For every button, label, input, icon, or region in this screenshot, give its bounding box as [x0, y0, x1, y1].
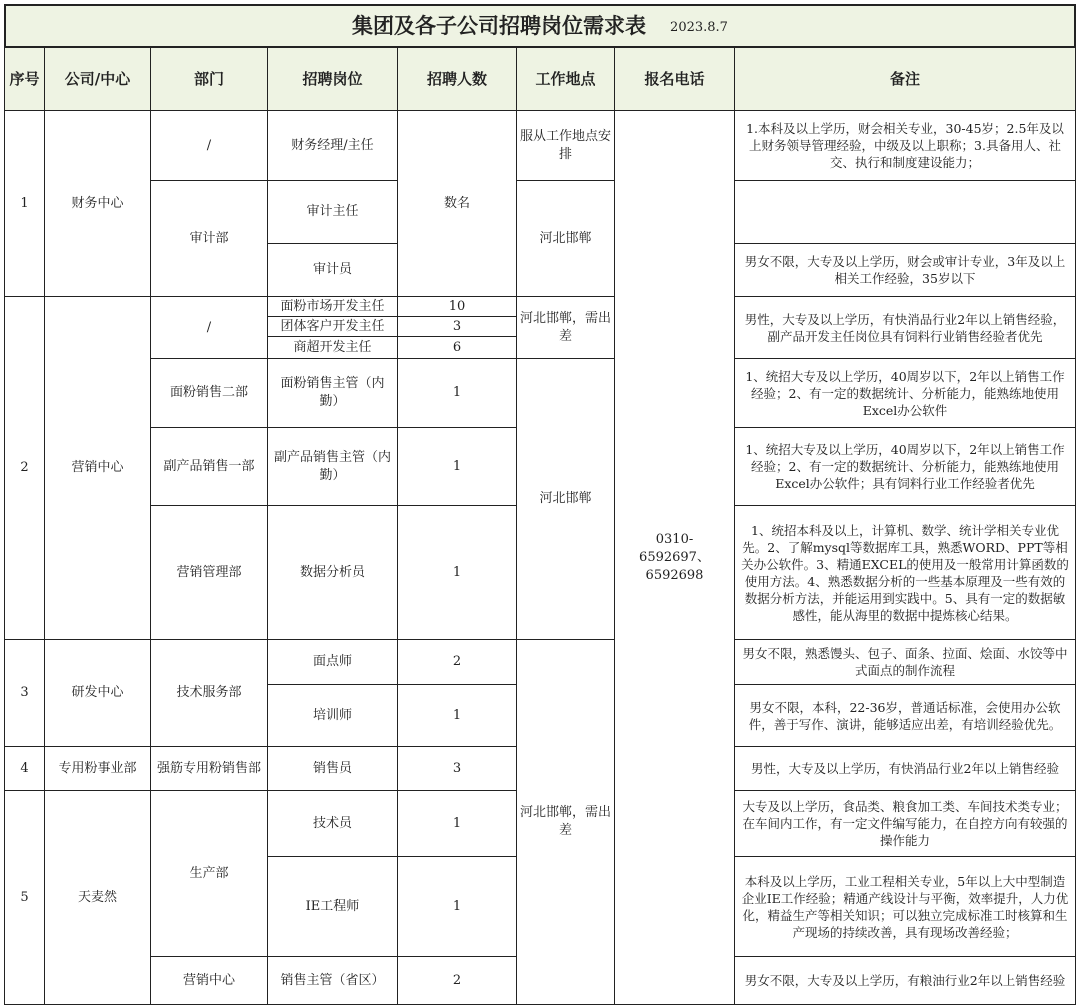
- note-cell: 男性，大专及以上学历，有快消品行业2年以上销售经验: [734, 746, 1076, 791]
- header-company: 公司/中心: [44, 47, 151, 111]
- note-cell: 男性，大专及以上学历，有快消品行业2年以上销售经验，副产品开发主任岗位具有饲料行业销售经验者优先: [734, 296, 1076, 359]
- note-cell: 男女不限，本科，22-36岁，普通话标准，会使用办公软件，善于写作、演讲，能够适应出差，有培训经验优先。: [734, 684, 1076, 747]
- position-cell: 销售员: [267, 746, 398, 791]
- company-cell: 专用粉事业部: [44, 746, 151, 791]
- note-cell: 本科及以上学历，工业工程相关专业，5年以上大中型制造企业IE工作经验；精通产线设计与平衡，效率提升，人力优化，精益生产等相关知识；可以独立完成标准工时核算和生产现场的持续改善，具有现场改善经验；: [734, 856, 1076, 957]
- title-text: 集团及各子公司招聘岗位需求表: [352, 14, 647, 38]
- note-cell: [734, 180, 1076, 244]
- count-cell: 3: [397, 746, 517, 791]
- company-cell: 天麦然: [44, 790, 151, 1005]
- dept-cell: 生产部: [150, 790, 268, 957]
- position-cell: 财务经理/主任: [267, 110, 398, 181]
- dept-cell: 技术服务部: [150, 639, 268, 747]
- location-cell: 河北邯郸，需出差: [516, 639, 615, 1005]
- phone-cell: 0310-6592697、6592698: [614, 110, 735, 1005]
- seq-cell: 2: [4, 296, 45, 640]
- position-cell: 团体客户开发主任: [267, 316, 398, 337]
- position-cell: 销售主管（省区）: [267, 956, 398, 1005]
- company-cell: 营销中心: [44, 296, 151, 640]
- header-note: 备注: [734, 47, 1076, 111]
- note-cell: 1、统招大专及以上学历，40周岁以下，2年以上销售工作经验；2、有一定的数据统计、分析能力，能熟练地使用Excel办公软件: [734, 358, 1076, 428]
- position-cell: 副产品销售主管（内勤）: [267, 427, 398, 506]
- company-cell: 研发中心: [44, 639, 151, 747]
- note-cell: 1.本科及以上学历，财会相关专业，30-45岁；2.5年及以上财务领导管理经验，中级及以上职称；3.具备用人、社交、执行和制度建设能力；: [734, 110, 1076, 181]
- header-count: 招聘人数: [397, 47, 517, 111]
- count-cell: 2: [397, 639, 517, 685]
- header-location: 工作地点: [516, 47, 615, 111]
- position-cell: 审计主任: [267, 180, 398, 244]
- count-cell: 1: [397, 358, 517, 428]
- count-cell: 1: [397, 856, 517, 957]
- position-cell: 面粉市场开发主任: [267, 296, 398, 317]
- seq-cell: 3: [4, 639, 45, 747]
- count-cell: 2: [397, 956, 517, 1005]
- note-cell: 1、统招大专及以上学历，40周岁以下，2年以上销售工作经验；2、有一定的数据统计、分析能力，能熟练地使用Excel办公软件；具有饲料行业工作经验者优先: [734, 427, 1076, 506]
- count-cell: 1: [397, 505, 517, 640]
- position-cell: 面点师: [267, 639, 398, 685]
- count-cell: 3: [397, 316, 517, 337]
- position-cell: 面粉销售主管（内勤）: [267, 358, 398, 428]
- title-date: 2023.8.7: [670, 20, 728, 35]
- note-cell: 男女不限，大专及以上学历，有粮油行业2年以上销售经验: [734, 956, 1076, 1005]
- location-cell: 服从工作地点安排: [516, 110, 615, 181]
- location-cell: 河北邯郸: [516, 180, 615, 297]
- count-cell: 数名: [397, 110, 517, 297]
- dept-cell: /: [150, 296, 268, 359]
- count-cell: 10: [397, 296, 517, 317]
- note-cell: 大专及以上学历，食品类、粮食加工类、车间技术类专业；在车间内工作，有一定文件编写能力，在自控方向有较强的操作能力: [734, 790, 1076, 857]
- note-cell: 男女不限，大专及以上学历，财会或审计专业，3年及以上相关工作经验，35岁以下: [734, 243, 1076, 297]
- location-cell: 河北邯郸: [516, 358, 615, 640]
- dept-cell: 面粉销售二部: [150, 358, 268, 428]
- dept-cell: /: [150, 110, 268, 181]
- seq-cell: 5: [4, 790, 45, 1005]
- header-seq: 序号: [4, 47, 45, 111]
- table-title: [4, 4, 1076, 48]
- position-cell: 审计员: [267, 243, 398, 297]
- count-cell: 1: [397, 427, 517, 506]
- header-position: 招聘岗位: [267, 47, 398, 111]
- dept-cell: 副产品销售一部: [150, 427, 268, 506]
- position-cell: 培训师: [267, 684, 398, 747]
- seq-cell: 1: [4, 110, 45, 297]
- dept-cell: 营销中心: [150, 956, 268, 1005]
- dept-cell: 强筋专用粉销售部: [150, 746, 268, 791]
- count-cell: 6: [397, 336, 517, 359]
- seq-cell: 4: [4, 746, 45, 791]
- dept-cell: 营销管理部: [150, 505, 268, 640]
- company-cell: 财务中心: [44, 110, 151, 297]
- position-cell: 商超开发主任: [267, 336, 398, 359]
- count-cell: 1: [397, 684, 517, 747]
- header-dept: 部门: [150, 47, 268, 111]
- note-cell: 男女不限，熟悉馒头、包子、面条、拉面、烩面、水饺等中式面点的制作流程: [734, 639, 1076, 685]
- location-cell: 河北邯郸，需出差: [516, 296, 615, 359]
- position-cell: 数据分析员: [267, 505, 398, 640]
- header-phone: 报名电话: [614, 47, 735, 111]
- position-cell: IE工程师: [267, 856, 398, 957]
- note-cell: 1、统招本科及以上，计算机、数学、统计学相关专业优先。2、了解mysql等数据库工具，熟悉WORD、PPT等相关办公软件。3、精通EXCEL的使用及一般常用计算函数的使用方法。4、熟悉数据分析的一些基本原理及一些有效的数据分析方法，并能运用到实践中。5、具有一定的数据敏感性，能从海里的数据中提炼核心结果。: [734, 505, 1076, 640]
- dept-cell: 审计部: [150, 180, 268, 297]
- count-cell: 1: [397, 790, 517, 857]
- position-cell: 技术员: [267, 790, 398, 857]
